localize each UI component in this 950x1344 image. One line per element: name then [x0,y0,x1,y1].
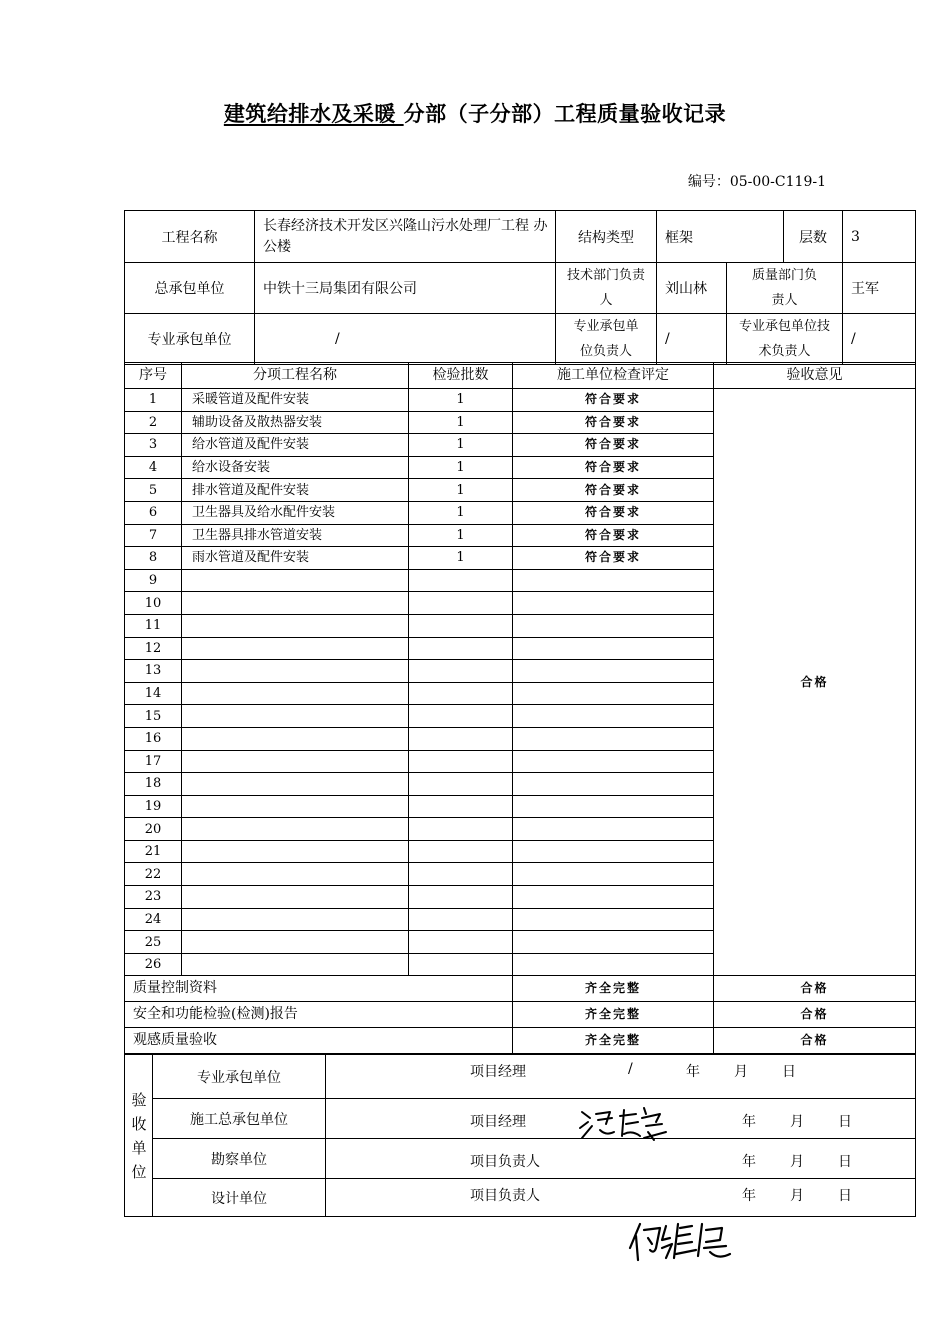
row-no: 13 [125,660,182,683]
row-item-name [182,818,409,841]
row-batch-count [409,953,513,976]
role-label: 项目经理 [470,1064,526,1080]
acceptance-unit: 专业承包单位 [153,1055,326,1099]
row-batch-count [409,682,513,705]
row-contractor-eval [513,795,714,818]
row-no: 5 [125,479,182,502]
row-contractor-eval: 符合要求 [513,411,714,434]
structure-value: 框架 [657,211,784,263]
row-batch-count [409,818,513,841]
role-label: 项目经理 [470,1114,526,1130]
row-item-name: 给水设备安装 [182,456,409,479]
day-label: 日 [838,1154,852,1170]
row-contractor-eval [513,592,714,615]
quality-lead-value: 王军 [843,263,916,314]
project-name-label: 工程名称 [125,211,255,263]
year-label: 年 [742,1114,756,1130]
bottom-signature [626,1218,734,1264]
acceptance-sign-cell [326,1139,916,1179]
row-item-name [182,637,409,660]
row-no: 11 [125,614,182,637]
row-contractor-eval: 符合要求 [513,501,714,524]
row-contractor-eval [513,773,714,796]
day-label: 日 [782,1064,796,1080]
sub-tech-lead-label: 专业承包单位技术负责人 [727,314,843,365]
row-contractor-eval [513,818,714,841]
day-label: 日 [838,1188,852,1204]
row-item-name [182,931,409,954]
row-batch-count: 1 [409,547,513,570]
row-item-name: 雨水管道及配件安装 [182,547,409,570]
tech-lead-value: 刘山林 [657,263,727,314]
row-item-name: 给水管道及配件安装 [182,434,409,457]
row-item-name [182,569,409,592]
row-no: 21 [125,840,182,863]
row-item-name [182,614,409,637]
quality-lead-label: 质量部门负责人 [727,263,843,314]
row-no: 2 [125,411,182,434]
row-batch-count [409,795,513,818]
row-batch-count: 1 [409,501,513,524]
floors-value: 3 [843,211,916,263]
row-item-name [182,727,409,750]
row-batch-count [409,569,513,592]
row-contractor-eval: 符合要求 [513,389,714,412]
summary-label: 观感质量验收 [125,1028,513,1054]
row-contractor-eval [513,931,714,954]
sub-contractor-value: / [255,314,556,365]
row-contractor-eval: 符合要求 [513,547,714,570]
signer-value: / [628,1061,633,1077]
row-no: 19 [125,795,182,818]
day-label: 日 [838,1114,852,1130]
row-no: 6 [125,501,182,524]
row-item-name [182,773,409,796]
row-contractor-eval [513,886,714,909]
row-contractor-eval: 符合要求 [513,434,714,457]
row-batch-count [409,773,513,796]
acceptance-side-label: 验收单位 [125,1055,153,1217]
summary-eval: 齐全完整 [513,976,714,1002]
row-contractor-eval [513,569,714,592]
title-rest: 分部（子分部）工程质量验收记录 [403,102,727,126]
row-no: 22 [125,863,182,886]
summary-label: 质量控制资料 [125,976,513,1002]
row-contractor-eval [513,840,714,863]
acceptance-unit: 设计单位 [153,1179,326,1217]
acceptance-sign-cell [326,1179,916,1217]
row-no: 9 [125,569,182,592]
row-no: 15 [125,705,182,728]
row-contractor-eval [513,637,714,660]
row-batch-count [409,750,513,773]
acceptance-unit: 勘察单位 [153,1139,326,1179]
row-item-name [182,705,409,728]
row-no: 8 [125,547,182,570]
header-item-name: 分项工程名称 [182,363,409,389]
floors-label: 层数 [784,211,843,263]
month-label: 月 [790,1188,804,1204]
row-batch-count: 1 [409,411,513,434]
contractor-value: 中铁十三局集团有限公司 [255,263,556,314]
title-underlined-part: 建筑给排水及采暖 [223,102,404,126]
row-contractor-eval [513,660,714,683]
row-contractor-eval [513,614,714,637]
header-batch-count: 检验批数 [409,363,513,389]
row-item-name [182,795,409,818]
row-contractor-eval [513,705,714,728]
row-item-name: 排水管道及配件安装 [182,479,409,502]
row-batch-count [409,931,513,954]
row-no: 14 [125,682,182,705]
row-contractor-eval [513,863,714,886]
row-batch-count: 1 [409,479,513,502]
project-name-value: 长春经济技术开发区兴隆山污水处理厂工程 办公楼 [255,211,556,263]
year-label: 年 [686,1064,700,1080]
row-batch-count: 1 [409,434,513,457]
row-no: 1 [125,389,182,412]
row-item-name [182,592,409,615]
month-label: 月 [734,1064,748,1080]
row-batch-count [409,614,513,637]
acceptance-opinion: 合格 [714,389,916,976]
summary-opinion: 合格 [714,976,916,1002]
row-item-name [182,840,409,863]
project-info-table [124,210,916,365]
acceptance-sign-cell [326,1055,916,1099]
header-acceptance-opinion: 验收意见 [714,363,916,389]
row-batch-count: 1 [409,456,513,479]
summary-label: 安全和功能检验(检测)报告 [125,1002,513,1028]
structure-label: 结构类型 [556,211,657,263]
summary-eval: 齐全完整 [513,1002,714,1028]
row-batch-count [409,592,513,615]
row-contractor-eval: 符合要求 [513,524,714,547]
row-batch-count [409,660,513,683]
month-label: 月 [790,1114,804,1130]
row-contractor-eval [513,750,714,773]
row-item-name: 采暖管道及配件安装 [182,389,409,412]
row-no: 17 [125,750,182,773]
row-no: 23 [125,886,182,909]
sub-lead-label: 专业承包单位负责人 [556,314,657,365]
row-item-name [182,886,409,909]
row-batch-count [409,908,513,931]
header-contractor-eval: 施工单位检查评定 [513,363,714,389]
header-no: 序号 [125,363,182,389]
summary-opinion: 合格 [714,1002,916,1028]
sub-lead-value: / [657,314,727,365]
role-label: 项目负责人 [470,1154,540,1170]
month-label: 月 [790,1154,804,1170]
row-no: 26 [125,953,182,976]
row-batch-count: 1 [409,524,513,547]
row-batch-count [409,840,513,863]
row-item-name [182,908,409,931]
row-no: 16 [125,727,182,750]
table-row [125,389,916,412]
row-batch-count: 1 [409,389,513,412]
row-item-name [182,750,409,773]
row-no: 3 [125,434,182,457]
row-item-name [182,953,409,976]
row-contractor-eval [513,908,714,931]
year-label: 年 [742,1188,756,1204]
row-no: 18 [125,773,182,796]
row-item-name [182,863,409,886]
row-item-name: 卫生器具排水管道安装 [182,524,409,547]
row-batch-count [409,637,513,660]
row-no: 20 [125,818,182,841]
row-no: 12 [125,637,182,660]
row-no: 25 [125,931,182,954]
row-item-name [182,682,409,705]
year-label: 年 [742,1154,756,1170]
sub-item-table [124,362,916,1054]
row-item-name: 卫生器具及给水配件安装 [182,501,409,524]
row-contractor-eval: 符合要求 [513,479,714,502]
row-batch-count [409,863,513,886]
sub-contractor-label: 专业承包单位 [125,314,255,365]
tech-lead-label: 技术部门负责人 [556,263,657,314]
row-batch-count [409,727,513,750]
doc-number: 编号：05-00-C119-1 [687,174,826,190]
row-no: 7 [125,524,182,547]
row-no: 4 [125,456,182,479]
row-item-name: 辅助设备及散热器安装 [182,411,409,434]
row-contractor-eval: 符合要求 [513,456,714,479]
row-batch-count [409,705,513,728]
acceptance-table [124,1054,916,1217]
page-title [0,98,950,128]
role-label: 项目负责人 [470,1188,540,1204]
row-contractor-eval [513,682,714,705]
row-contractor-eval [513,727,714,750]
row-no: 10 [125,592,182,615]
row-item-name [182,660,409,683]
contractor-label: 总承包单位 [125,263,255,314]
row-batch-count [409,886,513,909]
summary-eval: 齐全完整 [513,1028,714,1054]
row-no: 24 [125,908,182,931]
row-contractor-eval [513,953,714,976]
summary-opinion: 合格 [714,1028,916,1054]
acceptance-unit: 施工总承包单位 [153,1099,326,1139]
sub-tech-lead-value: / [843,314,916,365]
contractor-pm-signature [576,1102,672,1142]
